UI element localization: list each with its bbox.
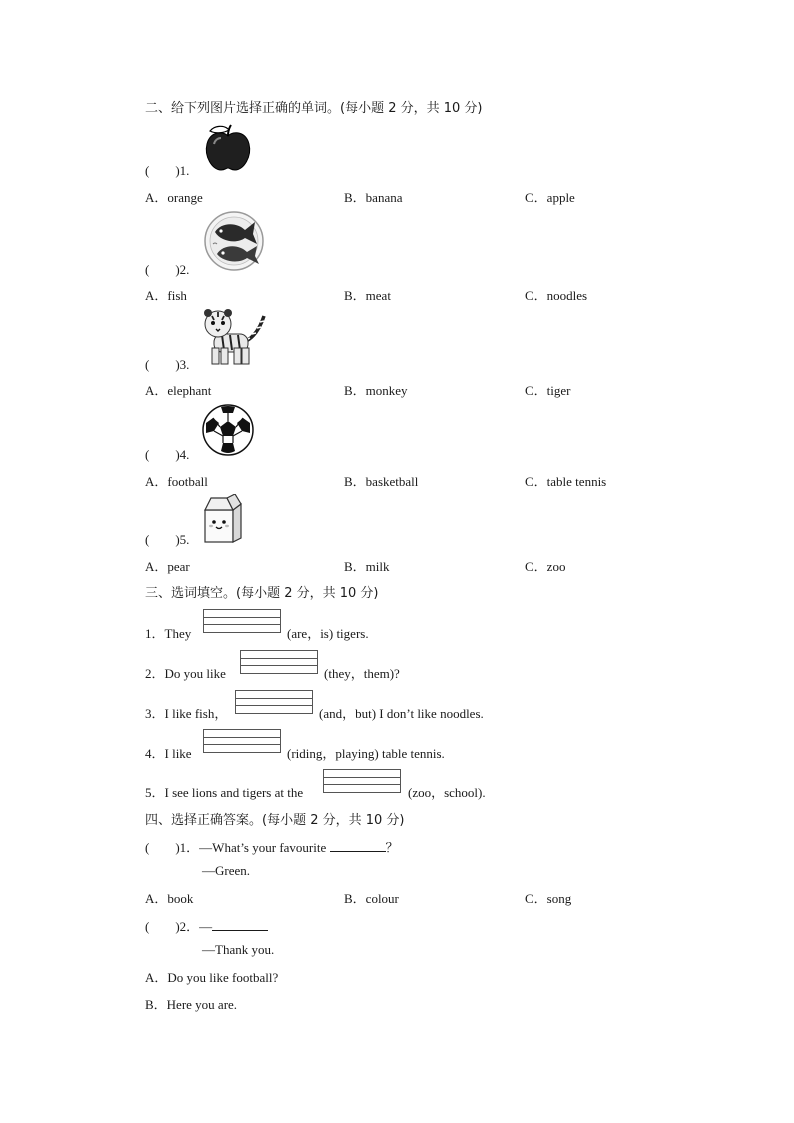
section4-heading: 四、选择正确答案。(每小题 2 分，共 10 分) bbox=[145, 813, 405, 828]
question-paren: ( )2. bbox=[145, 262, 190, 277]
option-a: A．fish bbox=[145, 288, 187, 303]
fill-sentence-end: (they，them)? bbox=[324, 666, 400, 681]
option-a: A．football bbox=[145, 474, 208, 489]
answer-blank-box[interactable] bbox=[235, 690, 313, 714]
option-b: B．monkey bbox=[344, 383, 408, 398]
answer-underline[interactable] bbox=[212, 918, 268, 931]
answer-blank-box[interactable] bbox=[323, 769, 401, 793]
option-c: C．zoo bbox=[525, 559, 566, 574]
fill-sentence-start: 3．I like fish， bbox=[145, 706, 228, 721]
question-prompt: — bbox=[199, 919, 213, 934]
fill-sentence-end: (zoo，school). bbox=[408, 785, 486, 800]
option-b: B．colour bbox=[344, 891, 399, 906]
apple-icon bbox=[202, 122, 254, 174]
fill-sentence-start: 2．Do you like bbox=[145, 666, 226, 681]
fill-sentence-start: 4．I like bbox=[145, 746, 192, 761]
option-a: A．elephant bbox=[145, 383, 212, 398]
answer-blank-box[interactable] bbox=[203, 609, 281, 633]
fill-sentence-start: 5．I see lions and tigers at the bbox=[145, 785, 304, 800]
fill-sentence-start: 1．They bbox=[145, 626, 192, 641]
option-c: C．table tennis bbox=[525, 474, 607, 489]
option-c: C．noodles bbox=[525, 288, 588, 303]
option-a: A．book bbox=[145, 891, 194, 906]
question-paren: ( )3. bbox=[145, 357, 190, 372]
question-mark: ？ bbox=[385, 840, 399, 855]
option-b: B．meat bbox=[344, 288, 391, 303]
question-row bbox=[145, 837, 399, 856]
question-paren: ( )5. bbox=[145, 532, 190, 547]
answer-blank-box[interactable] bbox=[240, 650, 318, 674]
option-b: B．Here you are. bbox=[145, 997, 238, 1012]
milk-carton-icon bbox=[201, 494, 243, 544]
question-paren: ( )1． bbox=[145, 840, 200, 855]
option-c: C．song bbox=[525, 891, 572, 906]
tiger-icon bbox=[200, 308, 268, 366]
dialog-reply: —Thank you. bbox=[202, 942, 275, 957]
option-c: C．apple bbox=[525, 190, 575, 205]
fill-sentence-end: (riding，playing) table tennis. bbox=[287, 746, 445, 761]
question-paren: ( )2． bbox=[145, 919, 200, 934]
option-b: B．banana bbox=[344, 190, 403, 205]
question-paren: ( )1. bbox=[145, 163, 190, 178]
soccer-ball-icon bbox=[201, 403, 255, 457]
section3-heading: 三、选词填空。(每小题 2 分，共 10 分) bbox=[145, 586, 379, 601]
option-c: C．tiger bbox=[525, 383, 571, 398]
option-b: B．milk bbox=[344, 559, 390, 574]
fish-plate-icon bbox=[203, 210, 265, 272]
fill-sentence-end: (are，is) tigers. bbox=[287, 626, 369, 641]
option-a: A．pear bbox=[145, 559, 190, 574]
question-row bbox=[145, 916, 268, 935]
section2-heading: 二、给下列图片选择正确的单词。(每小题 2 分，共 10 分) bbox=[145, 101, 483, 116]
question-prompt: —What’s your favourite bbox=[199, 840, 327, 855]
fill-sentence-end: (and，but) I don’t like noodles. bbox=[319, 706, 484, 721]
option-b: B．basketball bbox=[344, 474, 419, 489]
dialog-reply: —Green. bbox=[202, 863, 251, 878]
question-paren: ( )4. bbox=[145, 447, 190, 462]
option-a: A．Do you like football? bbox=[145, 970, 279, 985]
answer-blank-box[interactable] bbox=[203, 729, 281, 753]
answer-underline[interactable] bbox=[330, 839, 386, 852]
option-a: A．orange bbox=[145, 190, 203, 205]
